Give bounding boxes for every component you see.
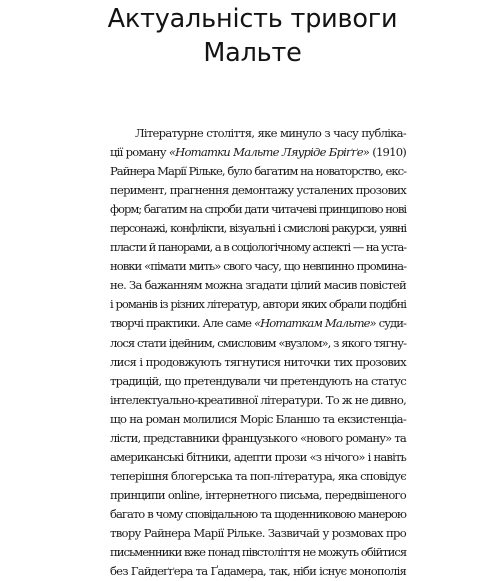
text-line: лися і продовжують тягнутися ниточки тих прозових	[110, 354, 406, 369]
chapter-title	[60, 2, 445, 70]
text-line: теперішня блогерська та поп-література, яка сповідує	[110, 468, 406, 483]
book-title-italic: «Нотаткам Мальте»	[254, 316, 376, 331]
text-line: перимент, прагнення демонтажу усталених прозових	[110, 183, 406, 198]
chapter-title-line: Мальте	[203, 38, 302, 68]
text-line: і романів із різних літератур, автори яких обрали подібні	[110, 297, 406, 312]
text-line: принципи online, інтернетного письма, передвішеного	[110, 487, 406, 502]
text-line: персонажі, конфлікти, візуальні і смислові ракурси, уявні	[110, 221, 406, 236]
text-line: новки «пімати мить» свого часу, що невпинно промина-	[110, 259, 406, 274]
text-line: традицій, що претендували чи претендують на статус	[110, 373, 406, 388]
text-line: форм; багатим на спроби дати читачеві принципово нові	[110, 202, 406, 217]
text-line: ції роману «Нотатки Мальте Ляуріде Бріґґе» (1910)	[110, 145, 406, 160]
text-line: без Гайдеґґера та Ґадамера, так, ніби існує монополія	[110, 564, 406, 579]
text-line: твору Райнера Марії Рільке. Зазвичай у розмовах про	[110, 525, 406, 540]
chapter-title-line: Актуальність тривоги	[107, 4, 398, 34]
text-line: лося стати ідейним, смисловим «вузлом», з якого тягну-	[110, 335, 406, 350]
text-line: письменники вже понад півстоліття не можуть обійтися	[110, 545, 407, 560]
text-line: багато в чому сповідальною та щоденниковою манерою	[110, 506, 406, 521]
text-line: інтелектуально-креативної літератури. То ж не дивно,	[110, 392, 407, 407]
text-line: що на роман молилися Моріс Бланшо та екзистенціа-	[110, 411, 406, 426]
text-line: лісти, представники французького «нового роману» та	[110, 430, 406, 445]
text-line: пласти й панорами, а в соціологічному аспекті — на уста-	[110, 240, 406, 255]
book-title-italic: «Нотатки Мальте Ляуріде Бріґґе»	[168, 145, 370, 160]
text-line: Райнера Марії Рільке, було багатим на новаторство, екс-	[110, 164, 406, 179]
text-line: творчі практики. Але саме «Нотаткам Мальте» суди-	[110, 316, 406, 331]
text-line: не. За бажанням можна згадати цілий масив повістей	[110, 278, 406, 293]
text-line: американські бітники, адепти прози «з нічого» і навіть	[110, 449, 406, 464]
body-paragraph	[110, 124, 406, 581]
text-line: Літературне століття, яке минуло з часу публіка-	[135, 126, 406, 140]
